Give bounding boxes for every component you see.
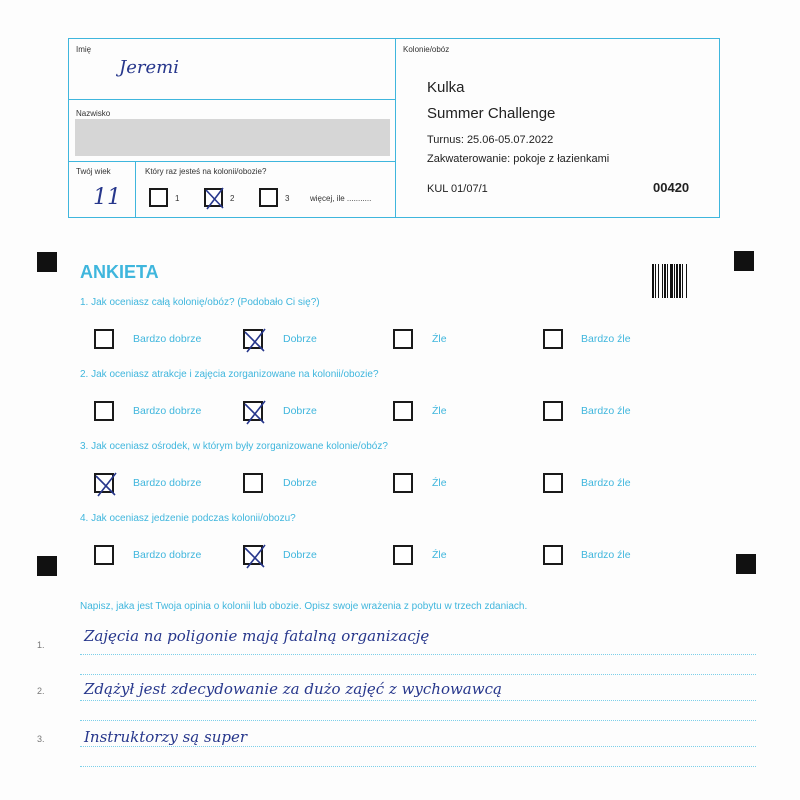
registration-marker — [736, 554, 756, 574]
opinion-line-3[interactable]: Instruktorzy są super — [84, 728, 248, 746]
question-3: 3. Jak oceniasz ośrodek, w którym były zorganizowane kolonie/obóz? — [80, 441, 388, 452]
name-field[interactable]: Jeremi — [119, 57, 179, 78]
registration-marker — [37, 556, 57, 576]
answer-label: Bardzo dobrze — [133, 549, 202, 561]
writing-line — [80, 700, 756, 701]
times-option-more: więcej, ile ........... — [310, 194, 372, 203]
age-label: Twój wiek — [76, 167, 111, 176]
answer-label: Bardzo dobrze — [133, 477, 202, 489]
name-label: Imię — [76, 45, 92, 54]
line-number-1: 1. — [37, 640, 45, 650]
question-1: 1. Jak oceniasz całą kolonię/obóz? (Podobało Ci się?) — [80, 297, 320, 308]
surname-redaction — [75, 119, 390, 156]
line-number-3: 3. — [37, 734, 45, 744]
answer-label: Bardzo źle — [581, 549, 631, 561]
header-box — [68, 38, 720, 218]
answer-label: Bardzo źle — [581, 405, 631, 417]
opinion-prompt: Napisz, jaka jest Twoja opinia o kolonii lub obozie. Opisz swoje wrażenia z pobytu w trzech zdaniach. — [80, 601, 528, 612]
answer-label: Dobrze — [283, 549, 317, 561]
answer-label: Źle — [432, 333, 447, 345]
camp-name-line1: Kulka — [427, 79, 465, 96]
writing-line — [80, 720, 756, 721]
times-checkbox-2[interactable] — [204, 188, 223, 207]
times-option-2: 2 — [230, 194, 235, 203]
camp-label: Kolonie/obóz — [403, 45, 450, 54]
barcode — [652, 264, 707, 298]
turnus-text: Turnus: 25.06-05.07.2022 — [427, 134, 554, 146]
answer-checkbox[interactable] — [94, 473, 114, 493]
answer-label: Bardzo źle — [581, 477, 631, 489]
check-mark-icon — [202, 185, 228, 213]
answer-label: Dobrze — [283, 333, 317, 345]
times-checkbox-3[interactable] — [259, 188, 278, 207]
answer-checkbox[interactable] — [243, 473, 263, 493]
question-2: 2. Jak oceniasz atrakcje i zajęcia zorganizowane na kolonii/obozie? — [80, 369, 379, 380]
answer-label: Dobrze — [283, 477, 317, 489]
surname-label: Nazwisko — [76, 109, 111, 118]
check-mark-icon — [92, 470, 120, 500]
writing-line — [80, 766, 756, 767]
camp-code: KUL 01/07/1 — [427, 183, 488, 195]
answer-label: Źle — [432, 549, 447, 561]
answer-label: Źle — [432, 477, 447, 489]
camp-name-line2: Summer Challenge — [427, 105, 556, 122]
answer-checkbox[interactable] — [94, 401, 114, 421]
answer-checkbox[interactable] — [543, 329, 563, 349]
times-checkbox-1[interactable] — [149, 188, 168, 207]
opinion-line-1[interactable]: Zajęcia na poligonie mają fatalną organizację — [84, 627, 430, 645]
answer-label: Bardzo dobrze — [133, 405, 202, 417]
check-mark-icon — [241, 398, 269, 428]
survey-title: ANKIETA — [80, 262, 159, 282]
answer-label: Dobrze — [283, 405, 317, 417]
form-number: 00420 — [653, 180, 690, 195]
registration-marker — [734, 251, 754, 271]
answer-checkbox[interactable] — [94, 545, 114, 565]
answer-checkbox[interactable] — [94, 329, 114, 349]
times-option-1: 1 — [175, 194, 180, 203]
answer-checkbox[interactable] — [243, 329, 263, 349]
answer-checkbox[interactable] — [393, 329, 413, 349]
answer-checkbox[interactable] — [393, 545, 413, 565]
line-number-2: 2. — [37, 686, 45, 696]
answer-checkbox[interactable] — [393, 473, 413, 493]
writing-line — [80, 674, 756, 675]
registration-marker — [37, 252, 57, 272]
answer-label: Bardzo źle — [581, 333, 631, 345]
age-field[interactable]: 11 — [93, 185, 121, 210]
check-mark-icon — [241, 542, 269, 572]
answer-checkbox[interactable] — [243, 545, 263, 565]
answer-checkbox[interactable] — [393, 401, 413, 421]
writing-line — [80, 746, 756, 747]
accommodation-text: Zakwaterowanie: pokoje z łazienkami — [427, 153, 610, 165]
answer-checkbox[interactable] — [543, 401, 563, 421]
opinion-line-2[interactable]: Zdążył jest zdecydowanie za dużo zajęć z wychowawcą — [84, 680, 502, 698]
times-option-3: 3 — [285, 194, 290, 203]
answer-checkbox[interactable] — [543, 545, 563, 565]
question-4: 4. Jak oceniasz jedzenie podczas kolonii/obozu? — [80, 513, 296, 524]
answer-checkbox[interactable] — [543, 473, 563, 493]
answer-label: Źle — [432, 405, 447, 417]
check-mark-icon — [241, 326, 269, 356]
answer-label: Bardzo dobrze — [133, 333, 202, 345]
times-label: Który raz jesteś na kolonii/obozie? — [145, 167, 267, 176]
writing-line — [80, 654, 756, 655]
answer-checkbox[interactable] — [243, 401, 263, 421]
